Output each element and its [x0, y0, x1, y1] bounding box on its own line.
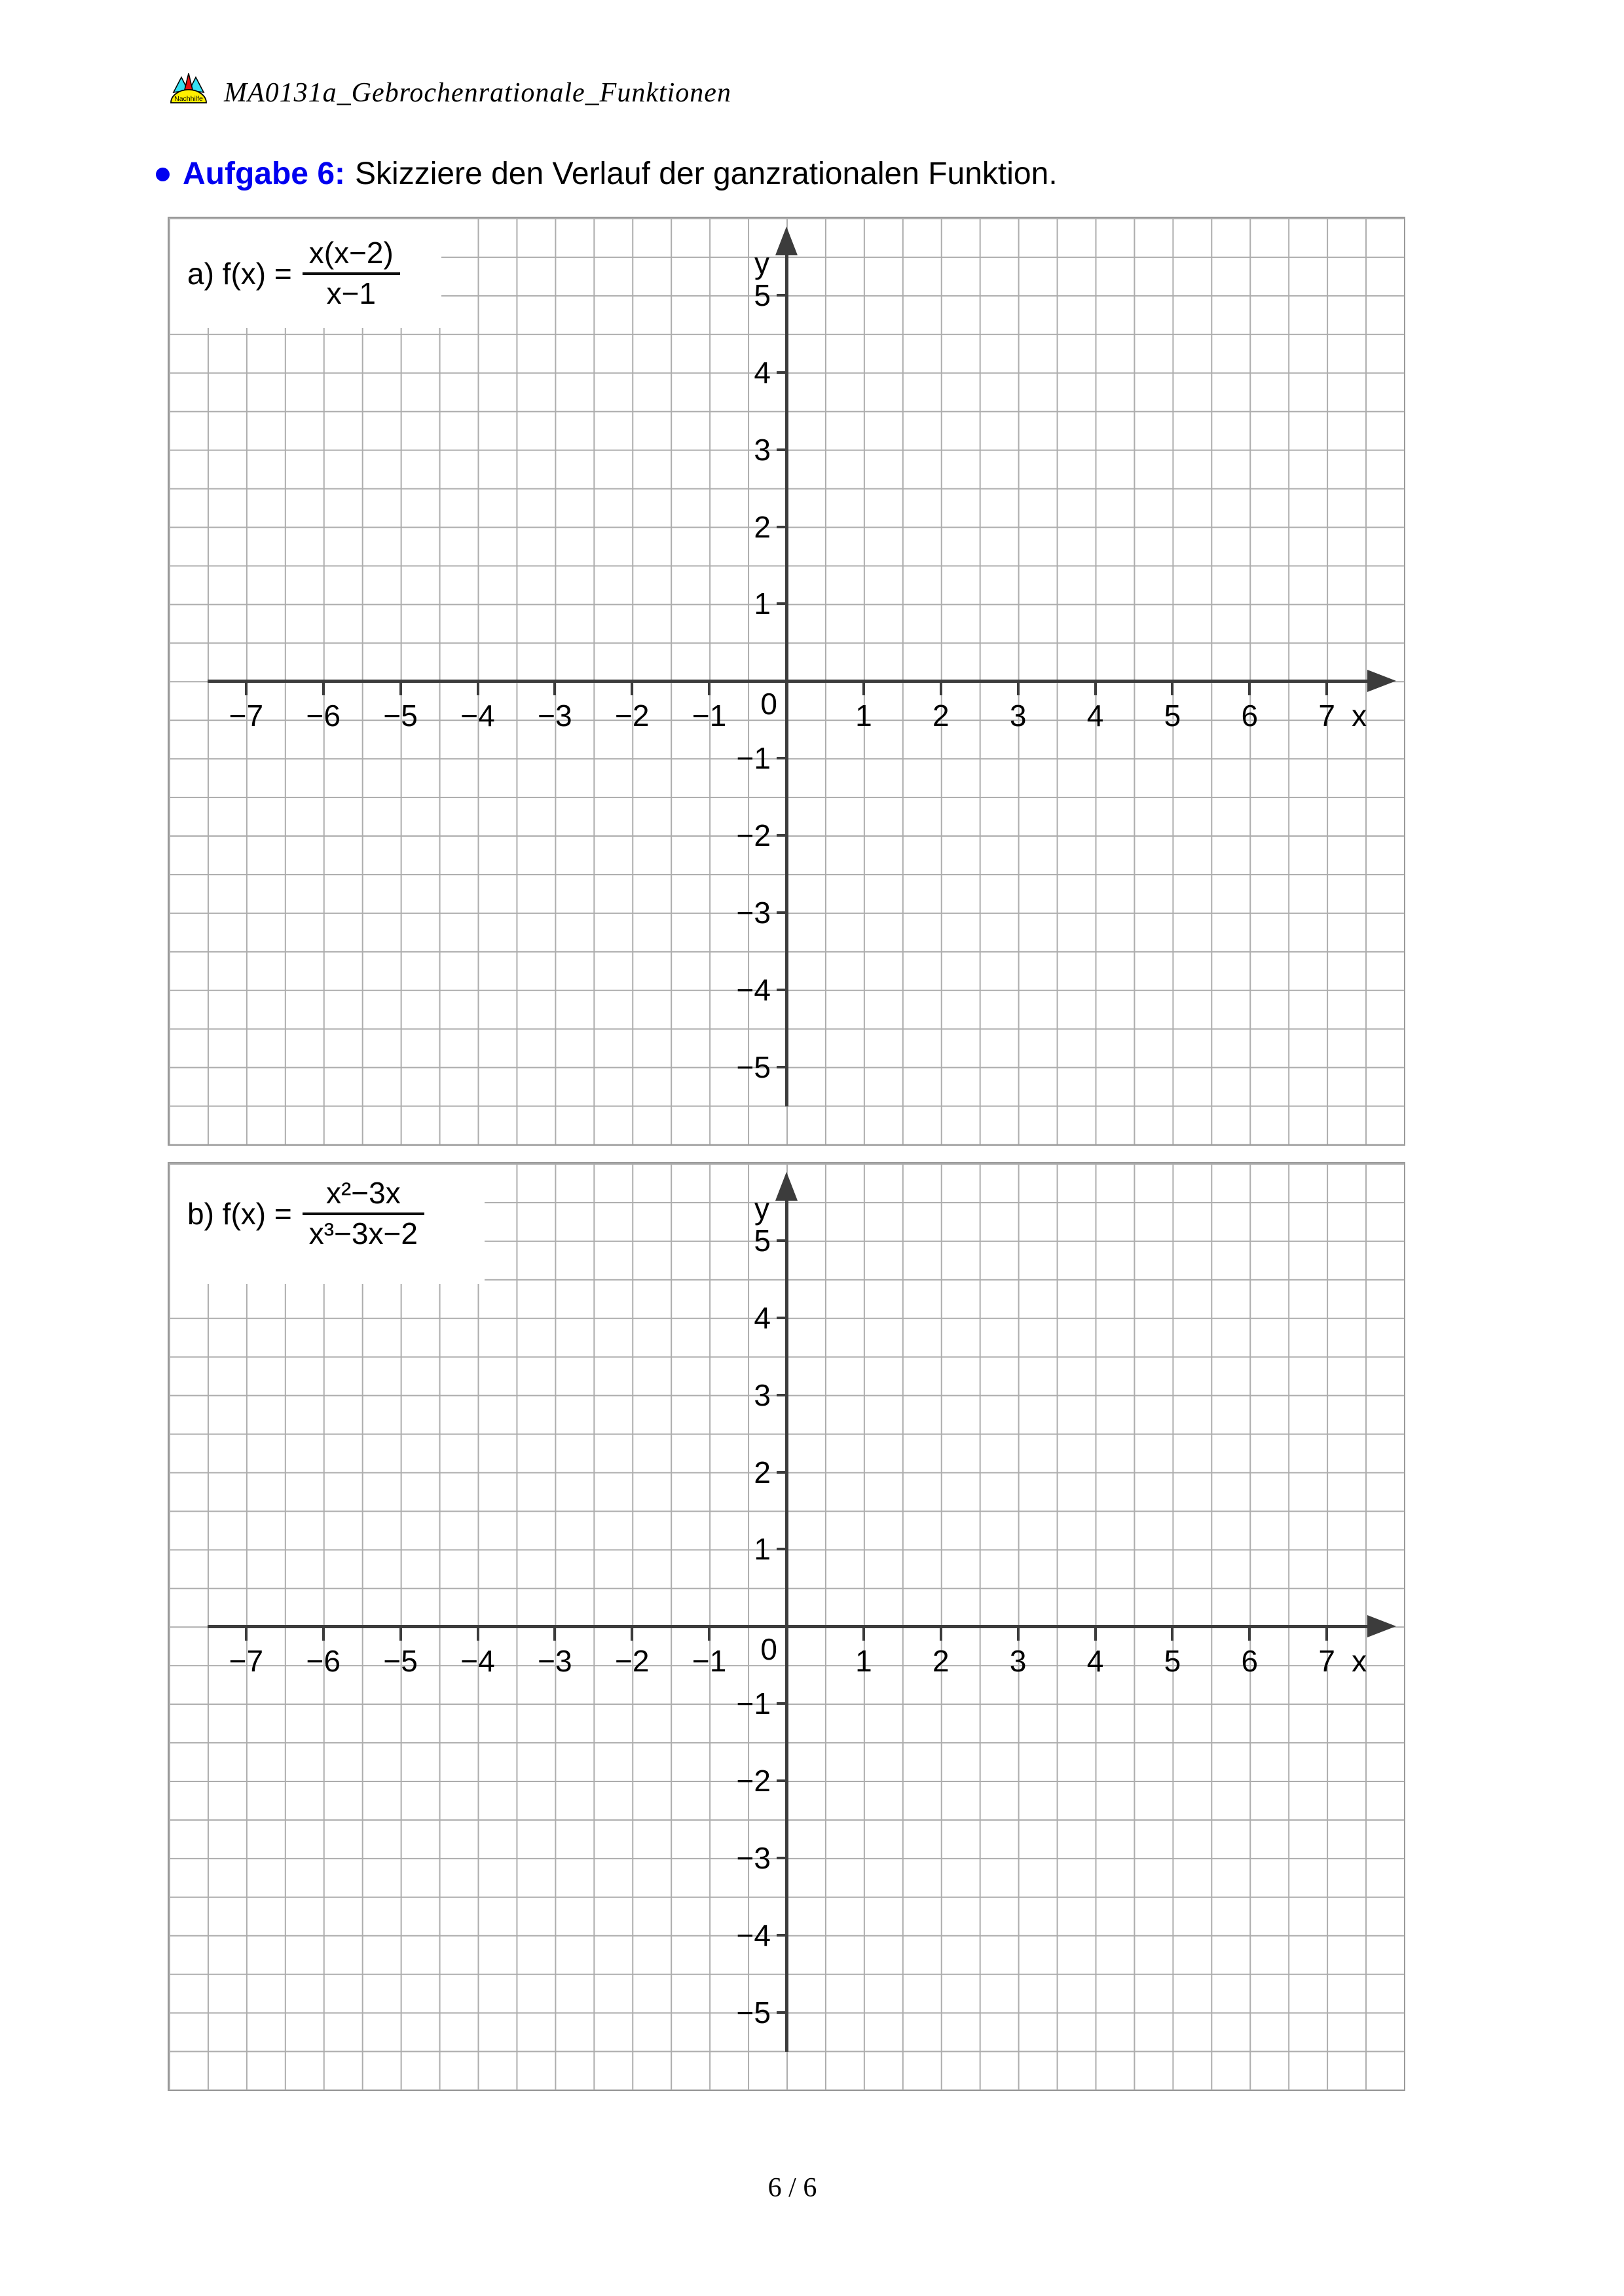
formula-b-numerator: x²−3x: [325, 1176, 401, 1210]
x-tick-label: −2: [615, 1644, 650, 1679]
y-tick-mark: [777, 1317, 786, 1319]
y-axis-label: y: [754, 246, 769, 280]
formula-b-fraction: [303, 1176, 424, 1250]
x-tick-label: 3: [1009, 699, 1027, 733]
x-tick-label: −1: [692, 699, 727, 733]
x-tick-mark: [477, 681, 479, 695]
y-tick-label: −5: [736, 1049, 771, 1084]
x-tick-mark: [399, 1626, 402, 1641]
y-tick-label: −2: [736, 818, 771, 852]
formula-b-denominator: x³−3x−2: [308, 1216, 418, 1250]
x-tick-label: 4: [1086, 1644, 1104, 1679]
fraction-bar: [303, 1212, 424, 1215]
y-tick-label: 2: [754, 509, 771, 544]
x-tick-label: −6: [306, 1644, 341, 1679]
y-tick-mark: [777, 989, 786, 991]
formula-b: [187, 1176, 424, 1250]
y-tick-label: 5: [754, 1223, 771, 1258]
x-tick-mark: [1017, 681, 1020, 695]
y-tick-label: −1: [736, 741, 771, 776]
x-tick-label: −3: [538, 1644, 572, 1679]
origin-label: 0: [760, 1632, 777, 1667]
y-tick-mark: [777, 1394, 786, 1396]
x-axis-label: x: [1352, 1644, 1367, 1679]
x-tick-mark: [477, 1626, 479, 1641]
x-tick-label: −5: [383, 699, 418, 733]
formula-a-numerator: x(x−2): [308, 236, 394, 270]
y-tick-mark: [777, 757, 786, 759]
x-axis-line: [208, 1625, 1371, 1628]
y-tick-mark: [777, 1239, 786, 1242]
logo-text: Nachhilfe: [174, 95, 203, 103]
x-tick-label: 1: [855, 699, 872, 733]
x-tick-mark: [631, 1626, 633, 1641]
formula-b-prefix: b) f(x) =: [187, 1196, 292, 1231]
x-tick-mark: [245, 1626, 248, 1641]
page-number: 6 / 6: [767, 2173, 817, 2203]
x-tick-label: −4: [460, 699, 495, 733]
x-tick-mark: [1248, 1626, 1251, 1641]
y-tick-label: 4: [754, 1300, 771, 1335]
y-tick-label: 3: [754, 1377, 771, 1412]
formula-a-prefix: a) f(x) =: [187, 256, 292, 291]
x-tick-mark: [940, 681, 942, 695]
x-tick-mark: [245, 681, 248, 695]
x-tick-label: −6: [306, 699, 341, 733]
x-tick-label: 4: [1086, 699, 1104, 733]
y-tick-mark: [777, 602, 786, 605]
x-axis-arrow-icon: [1367, 1615, 1396, 1637]
document-title: MA0131a_Gebrochenrationale_Funktionen: [224, 78, 731, 108]
x-axis-label: x: [1352, 699, 1367, 733]
x-tick-mark: [399, 681, 402, 695]
x-tick-label: 3: [1009, 1644, 1027, 1679]
x-tick-mark: [631, 681, 633, 695]
x-tick-mark: [322, 681, 325, 695]
y-tick-mark: [777, 1779, 786, 1782]
nachhilfe-logo-icon: [169, 72, 208, 105]
y-tick-mark: [777, 1548, 786, 1550]
y-axis-label: y: [754, 1192, 769, 1226]
x-tick-label: −1: [692, 1644, 727, 1679]
y-tick-mark: [777, 834, 786, 837]
y-tick-mark: [777, 1934, 786, 1937]
x-tick-mark: [1325, 1626, 1328, 1641]
x-tick-label: −3: [538, 699, 572, 733]
grid-panel-b: [168, 1162, 1405, 2091]
x-tick-mark: [708, 681, 710, 695]
y-tick-mark: [777, 2011, 786, 2014]
x-tick-label: 5: [1164, 699, 1181, 733]
formula-a-denominator: x−1: [326, 276, 377, 310]
y-tick-mark: [777, 1702, 786, 1705]
x-tick-label: 6: [1241, 699, 1259, 733]
origin-label: 0: [760, 687, 777, 721]
x-tick-mark: [553, 681, 556, 695]
y-tick-mark: [777, 1471, 786, 1474]
y-tick-label: −3: [736, 1840, 771, 1875]
y-tick-mark: [777, 526, 786, 528]
y-tick-label: 4: [754, 355, 771, 390]
x-tick-mark: [1094, 1626, 1097, 1641]
y-tick-label: −3: [736, 895, 771, 930]
y-tick-label: −5: [736, 1995, 771, 2030]
y-tick-label: −4: [736, 972, 771, 1007]
y-axis-line: [785, 249, 788, 1106]
bullet-icon: [156, 168, 170, 181]
y-tick-label: 1: [754, 587, 771, 621]
y-axis-arrow-icon: [775, 227, 798, 255]
y-tick-label: −1: [736, 1686, 771, 1721]
formula-a-fraction: [303, 236, 400, 310]
x-tick-label: −5: [383, 1644, 418, 1679]
x-tick-label: −7: [229, 699, 264, 733]
y-tick-mark: [777, 371, 786, 374]
x-tick-mark: [862, 1626, 865, 1641]
formula-a: [187, 236, 400, 310]
x-tick-label: 6: [1241, 1644, 1259, 1679]
x-tick-mark: [1248, 681, 1251, 695]
y-tick-mark: [777, 911, 786, 914]
y-tick-label: −2: [736, 1764, 771, 1798]
task-label: Aufgabe 6:: [183, 156, 346, 191]
y-tick-label: 1: [754, 1532, 771, 1567]
x-tick-label: −4: [460, 1644, 495, 1679]
y-tick-label: 5: [754, 278, 771, 312]
x-tick-mark: [1325, 681, 1328, 695]
y-axis-line: [785, 1195, 788, 2052]
x-tick-label: 5: [1164, 1644, 1181, 1679]
x-tick-label: 7: [1318, 1644, 1335, 1679]
x-axis-arrow-icon: [1367, 670, 1396, 692]
y-tick-mark: [777, 1066, 786, 1068]
y-axis-arrow-icon: [775, 1172, 798, 1201]
formula-box-b: [170, 1165, 485, 1284]
x-tick-mark: [553, 1626, 556, 1641]
y-tick-label: 2: [754, 1455, 771, 1489]
x-tick-label: −2: [615, 699, 650, 733]
x-tick-label: 7: [1318, 699, 1335, 733]
x-tick-mark: [1171, 1626, 1173, 1641]
x-tick-mark: [708, 1626, 710, 1641]
task-heading: [156, 157, 1058, 192]
y-tick-mark: [777, 1857, 786, 1859]
formula-box-a: [170, 219, 441, 328]
x-tick-label: 2: [932, 1644, 950, 1679]
fraction-bar: [303, 272, 400, 275]
x-tick-mark: [1017, 1626, 1020, 1641]
y-tick-label: −4: [736, 1918, 771, 1952]
x-tick-mark: [322, 1626, 325, 1641]
x-tick-mark: [940, 1626, 942, 1641]
x-tick-mark: [862, 681, 865, 695]
x-tick-mark: [1171, 681, 1173, 695]
y-tick-mark: [777, 294, 786, 297]
y-tick-label: 3: [754, 432, 771, 467]
x-axis-line: [208, 680, 1371, 683]
grid-panel-a: [168, 217, 1405, 1146]
x-tick-label: −7: [229, 1644, 264, 1679]
x-tick-mark: [1094, 681, 1097, 695]
task-text: Skizziere den Verlauf der ganzrationalen Funktion.: [355, 156, 1058, 191]
y-tick-mark: [777, 448, 786, 451]
x-tick-label: 2: [932, 699, 950, 733]
x-tick-label: 1: [855, 1644, 872, 1679]
